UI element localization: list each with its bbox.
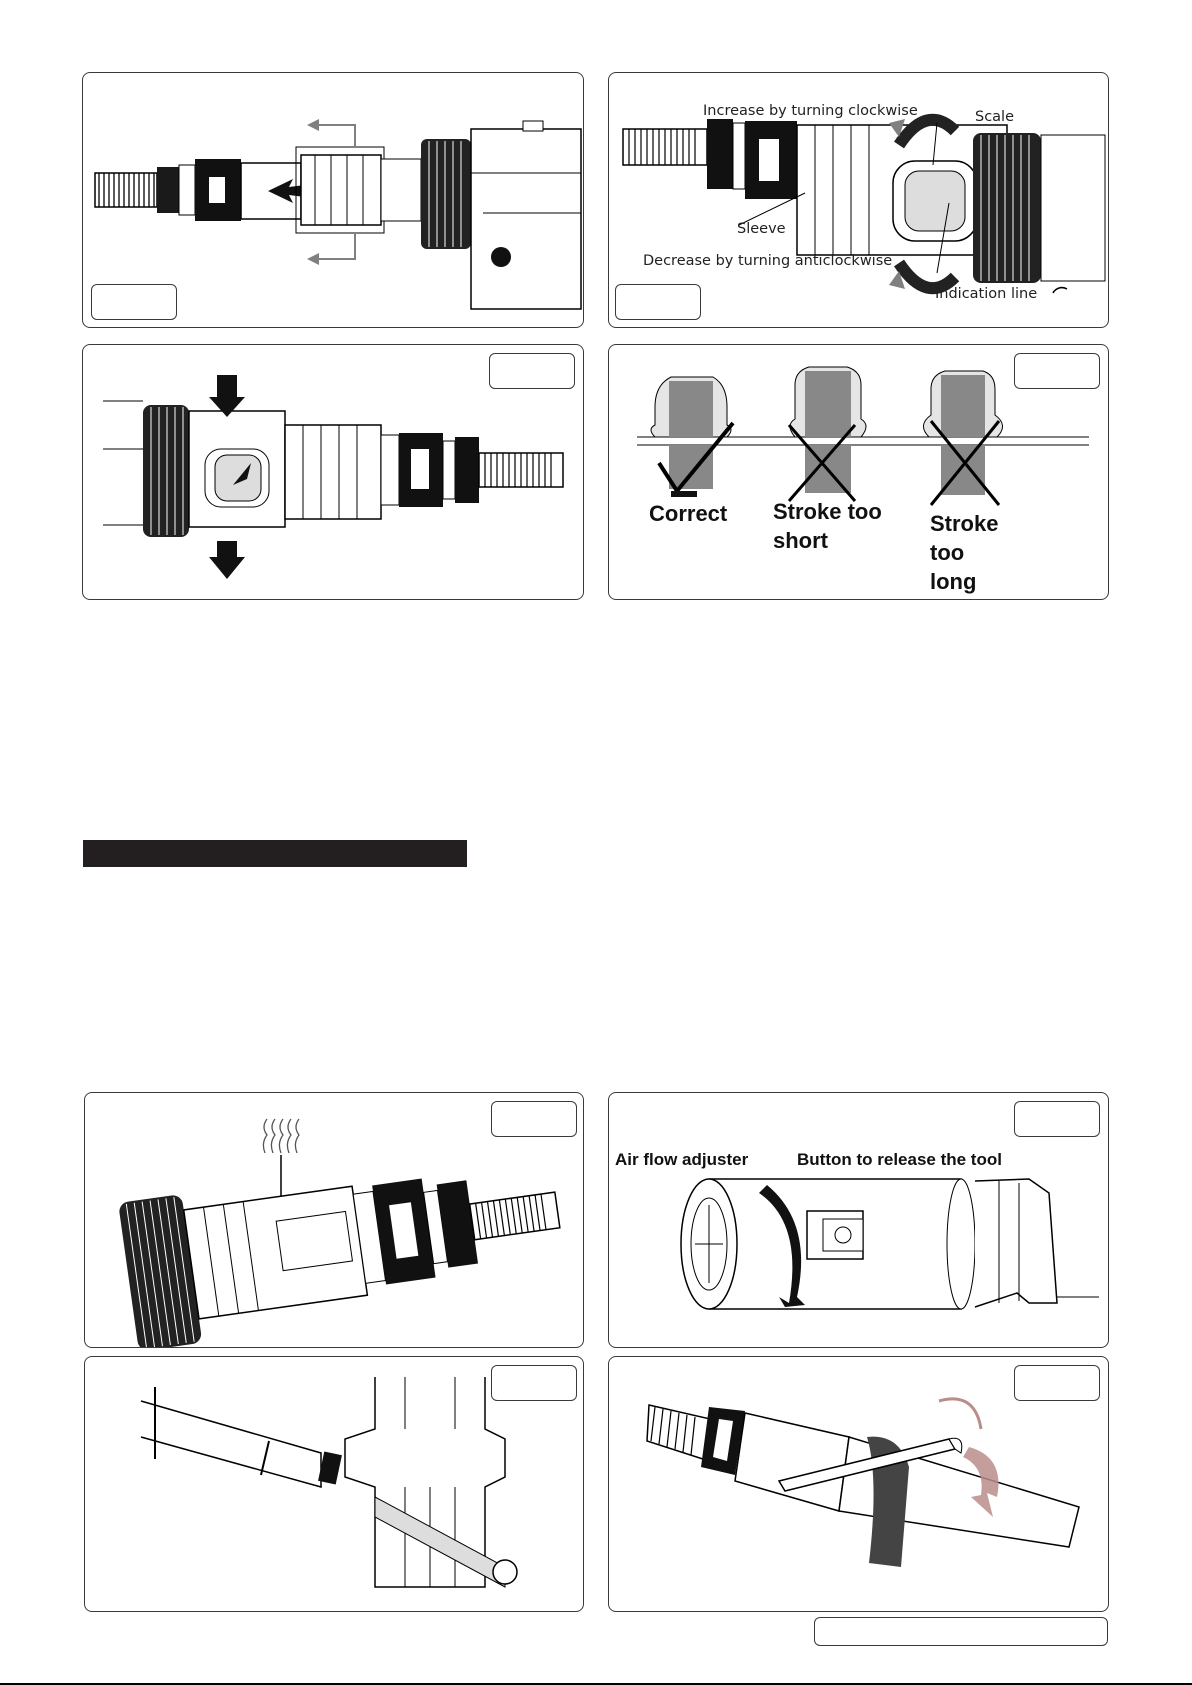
figure-panel-hex-key	[608, 1356, 1109, 1612]
figure-number-tag	[91, 284, 177, 320]
air-flow-adjuster-label: Air flow adjuster	[615, 1150, 749, 1169]
figure-panel-lubrication	[84, 1092, 584, 1348]
figure-number-tag	[1014, 1101, 1100, 1137]
stroke-too-long-label: Stroke too long	[930, 511, 999, 594]
figure-number-tag	[489, 353, 575, 389]
scale-label: Scale	[975, 109, 1015, 125]
figure-panel-mandrel-wrench	[84, 1356, 584, 1612]
figure-number-tag	[491, 1101, 577, 1137]
page-footer-box	[814, 1617, 1108, 1646]
release-button-label: Button to release the tool	[797, 1150, 1002, 1169]
stroke-too-short-label: Stroke too short	[773, 499, 882, 553]
figure-panel-air-flow	[608, 1092, 1109, 1348]
correct-label: Correct	[649, 501, 728, 526]
increase-label: Increase by turning clockwise	[703, 103, 918, 119]
figure-number-tag	[615, 284, 701, 320]
figure-number-tag	[1014, 1365, 1100, 1401]
indication-line-label: Indication line	[935, 286, 1038, 302]
figure-panel-indication-check	[82, 344, 584, 600]
figure-number-tag	[1014, 353, 1100, 389]
figure-number-tag	[491, 1365, 577, 1401]
figure-panel-stroke-result	[608, 344, 1109, 600]
section-heading-bar	[83, 840, 467, 867]
decrease-label: Decrease by turning anticlockwise	[643, 253, 893, 269]
figure-panel-sleeve-pull	[82, 72, 584, 328]
sleeve-label: Sleeve	[737, 221, 786, 237]
figure-panel-scale-adjust	[608, 72, 1109, 328]
